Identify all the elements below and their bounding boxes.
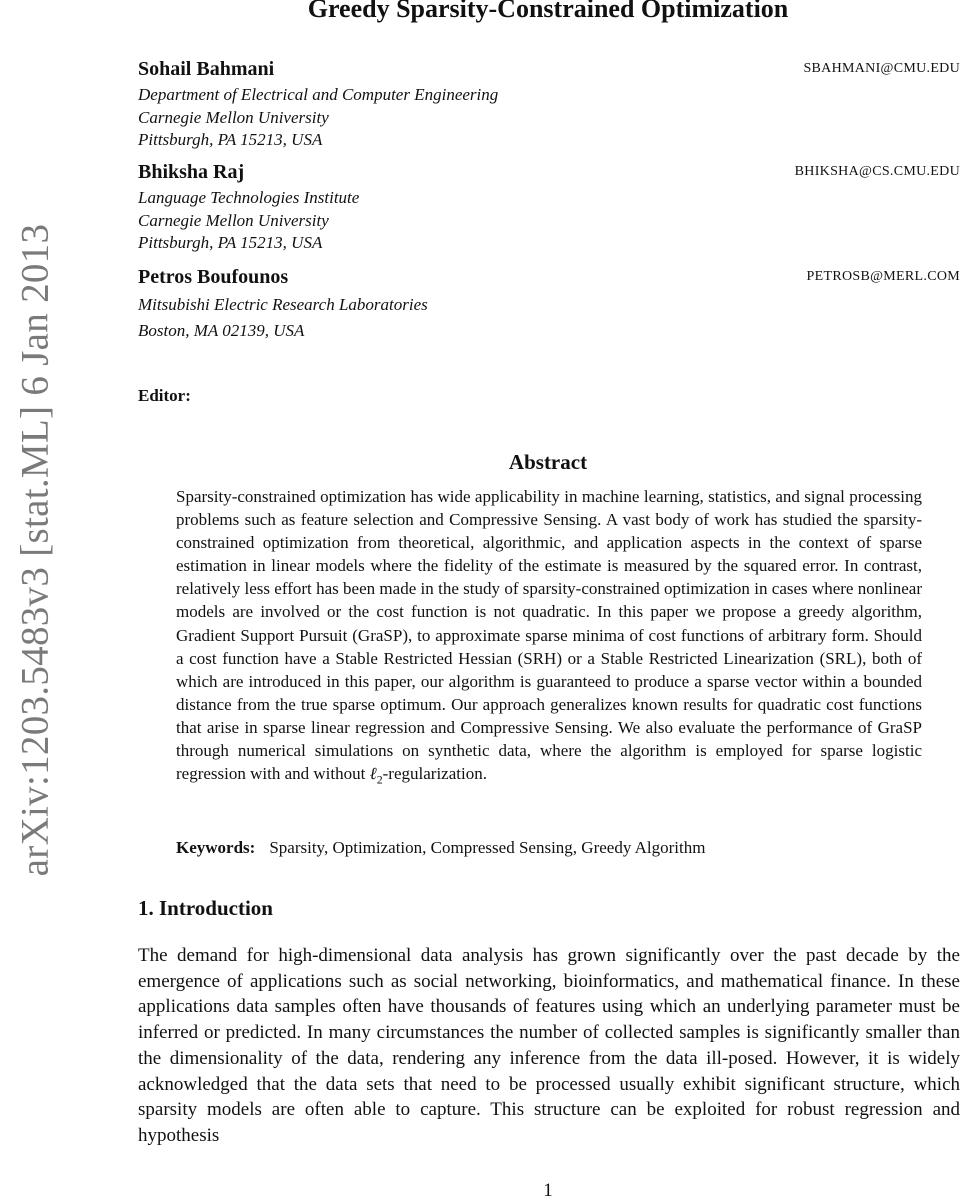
author-block [138,58,960,152]
author-affiliation-line: Pittsburgh, PA 15213, USA [138,130,323,149]
author-affiliation-line: Department of Electrical and Computer Engineering [138,85,499,104]
author-affiliation-line: Pittsburgh, PA 15213, USA [138,233,323,252]
abstract-main-text: Sparsity-constrained optimization has wide applicability in machine learning, statistics, and signal processing problems such as feature selection and Compressive Sensing. A vast body of work has studied the sparsity-constrained optimization from theoretical, algorithmic, and application aspects in the context of sparse estimation in linear models where the fidelity of the estimate is measured by the squared error. In contrast, relatively less effort has been made in the study of sparsity-constrained optimization in cases where nonlinear models are involved or the cost function is not quadratic. In this paper we propose a greedy algorithm, Gradient Support Pursuit (GraSP), to approximate sparse minima of cost functions of arbitrary form. Should a cost function have a Stable Restricted Hessian (SRH) or a Stable Restricted Linearization (SRL), both of which are introduced in this paper, our algorithm is guaranteed to produce a sparse vector within a bounded distance from the true sparse optimum. Our approach generalizes known results for quadratic cost functions that arise in sparse linear regression and Compressive Sensing. We also evaluate the performance of GraSP through numerical simulations on synthetic data, where the algorithm is employed for sparse logistic regression with and without [176,487,922,784]
abstract-end-text: -regularization. [382,764,487,784]
author-affiliation-line: Boston, MA 02139, USA [138,321,305,340]
author-email[interactable]: SBAHMANI@CMU.EDU [803,61,960,76]
author-header [138,58,960,84]
paper-title: Greedy Sparsity-Constrained Optimization [307,0,789,23]
editor-label: Editor: [138,386,191,405]
arxiv-stamp: arXiv:1203.5483v3 [stat.ML] 6 Jan 2013 [13,223,57,877]
author-name: Sohail Bahmani [138,58,275,80]
author-block [138,266,960,344]
keywords-label: Keywords: [176,838,256,857]
section-body-text: The demand for high-dimensional data analysis has grown significantly over the past decade by the emergence of applications such as social networking, bioinformatics, and mathematical finance. In these applications data samples often have thousands of features using which an underlying parameter must be inferred or predicted. In many circumstances the number of collected samples is significantly smaller than the dimensionality of the data, rendering any inference from the data ill-posed. However, it is widely acknowledged that the data sets that need to be processed usually exhibit significant structure, which sparsity models are often able to capture. This structure can be exploited for robust regression and hypothesis [138,945,960,1146]
author-affiliation-line: Carnegie Mellon University [138,107,329,127]
section-heading: 1. Introduction [138,896,273,920]
author-email[interactable]: BHIKSHA@CS.CMU.EDU [794,164,960,179]
author-email[interactable]: PETROSB@MERL.COM [806,269,960,284]
author-header [138,161,960,187]
author-affiliation-line: Language Technologies Institute [138,188,360,207]
ell-subscript: 2 [376,772,383,787]
abstract-heading: Abstract [508,450,588,474]
keywords-line [176,836,922,859]
abstract-text [176,485,922,792]
author-header [138,266,960,292]
page-number: 1 [543,1180,553,1201]
author-block [138,161,960,255]
keywords-value: Sparsity, Optimization, Compressed Sensing, Greedy Algorithm [269,838,706,857]
author-affiliation-line: Carnegie Mellon University [138,210,329,230]
author-name: Petros Boufounos [138,266,289,288]
author-name: Bhiksha Raj [138,161,245,183]
author-affiliation-line: Mitsubishi Electric Research Laboratories [138,295,428,314]
ell-symbol: ℓ [369,764,377,784]
